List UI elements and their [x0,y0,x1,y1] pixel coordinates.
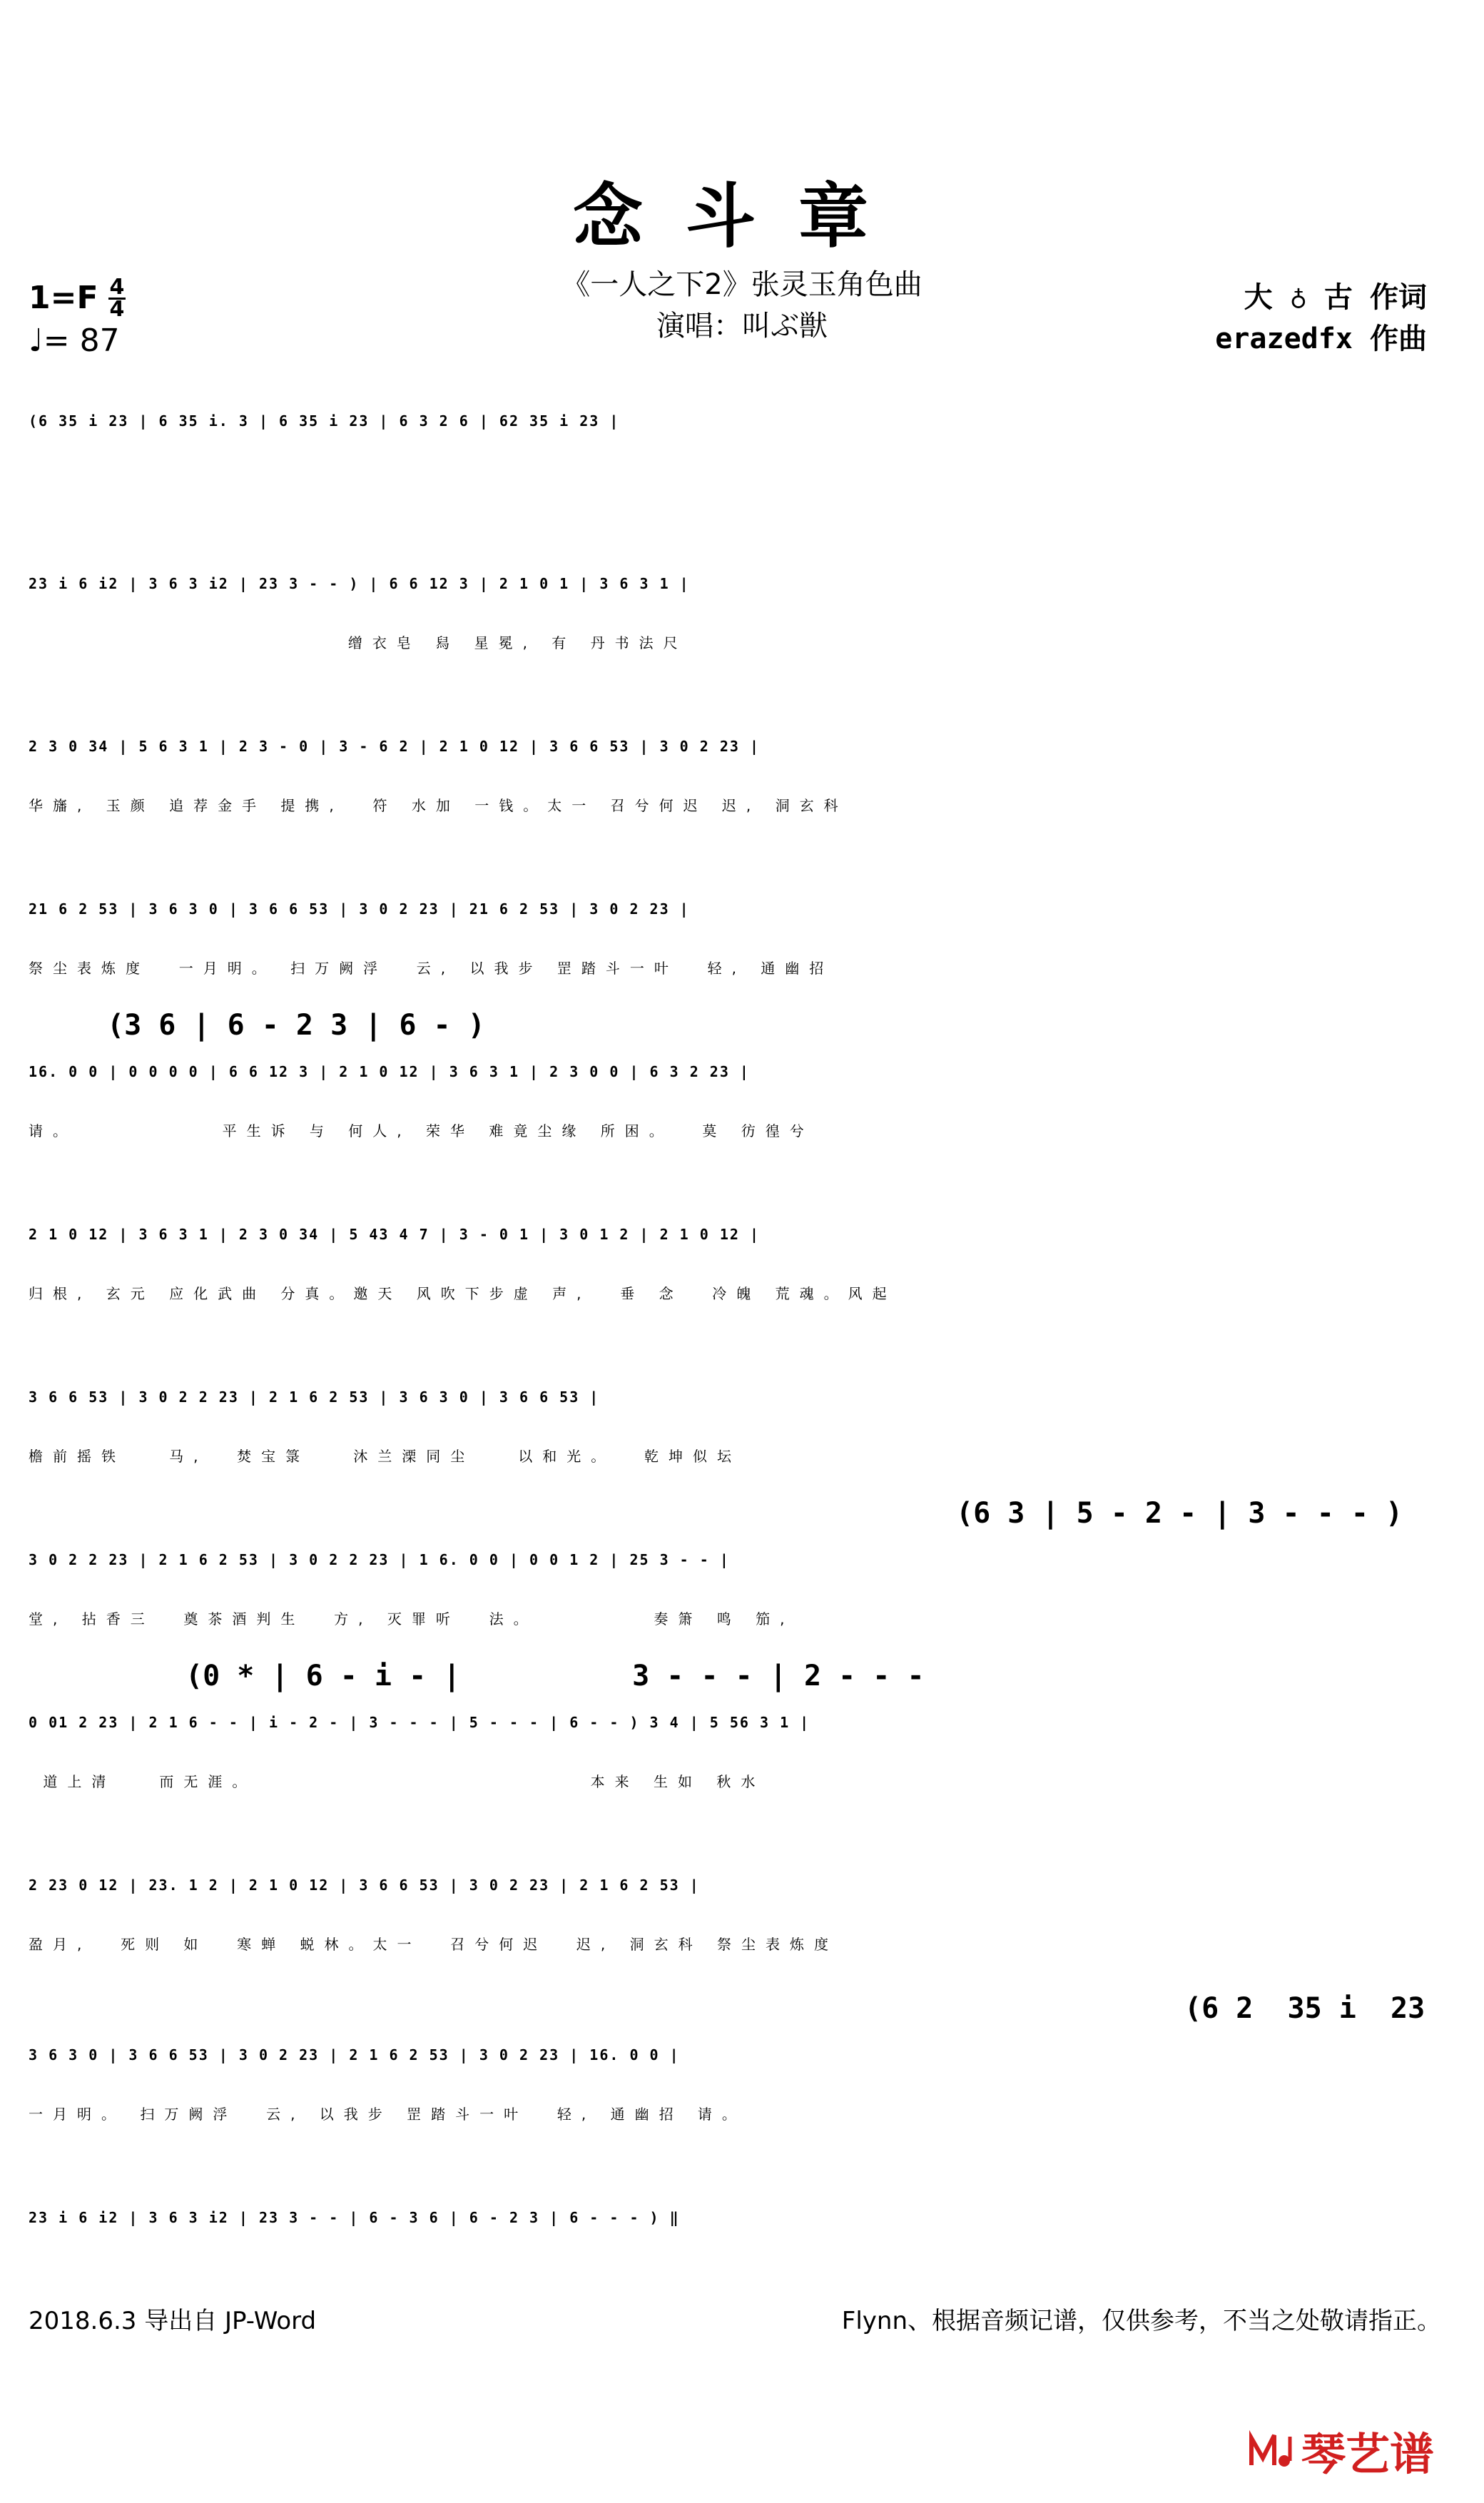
lyrics-line: 堂, 拈香三 奠茶酒判生 方, 灭罪听 法。 奏箫 鸣 笳, [29,1610,795,1628]
notation-line: 3 6 6 53 | 3 0 2 2 23 | 2 1 6 2 53 | 3 6 3 0 | 3 6 6 53 | [29,1388,600,1406]
notation-line: 16. 0 0 | 0 0 0 0 | 6 6 12 3 | 2 1 0 12 | 3 6 3 1 | 2 3 0 0 | 6 3 2 23 | [29,1063,750,1080]
key-label: 1=F [29,280,98,316]
lyrics-line: 道上清 而无涯。 本来 生如 秋水 [29,1773,766,1790]
lyrics-line: 祭尘表炼度 一月明。 扫万阙浮 云, 以我步 罡踏斗一叶 轻, 通幽招 [29,960,834,977]
lyrics-line: 归根, 玄元 应化武曲 分真。邀天 风吹下步虚 声, 垂 念 冷魄 荒魂。风起 [29,1285,897,1302]
score-system [29,1992,1463,2136]
lyrics-line: 一月明。 扫万阙浮 云, 以我步 罡踏斗一叶 轻, 通幽招 请。 [29,2106,746,2123]
upper-staff-line: (3 6 | 6 - 2 3 | 6 - ) [107,1009,485,1042]
upper-staff-line: (0 * | 6 - i - | 3 - - - | 2 - - - [186,1660,925,1692]
time-signature [108,274,126,322]
logo-text: 琴艺谱 [1301,2428,1434,2480]
score-system [29,1009,1463,1152]
score-system [29,1660,1463,1803]
score-system [29,1497,1463,1640]
score-system [29,721,1463,827]
time-bottom: 4 [109,296,125,322]
composer: erazedfx 作曲 [1215,323,1427,355]
notation-line: 2 1 0 12 | 3 6 3 1 | 2 3 0 34 | 5 43 4 7 | 3 - 0 1 | 3 0 1 2 | 2 1 0 12 | [29,1226,760,1243]
site-logo [1246,2419,1434,2482]
key-tempo-block [29,274,126,362]
notation-line: 3 0 2 2 23 | 2 1 6 2 53 | 3 0 2 2 23 | 1 6. 0 0 | 0 0 1 2 | 25 3 - - | [29,1551,730,1568]
lyricist: 大 ♁ 古 作词 [1244,281,1427,314]
key-signature [29,274,126,322]
upper-staff-line: (6 3 | 5 - 2 - | 3 - - - ) [956,1497,1403,1530]
score-system [29,1860,1463,1966]
score-system [29,396,1463,502]
singer: 演唱：叫ぶ獣 [656,310,828,342]
notation-line: 23 i 6 i2 | 3 6 3 i2 | 23 3 - - | 6 - 3 6 | 6 - 2 3 | 6 - - - ) ‖ [29,2209,680,2226]
score-system [29,1372,1463,1478]
footer-transcriber-note: Flynn、根据音频记谱，仅供参考，不当之处敬请指正。 [841,2307,1441,2335]
notation-line: 21 6 2 53 | 3 6 3 0 | 3 6 6 53 | 3 0 2 23 | 21 6 2 53 | 3 0 2 23 | [29,900,690,918]
lyrics-line: 华旛, 玉颜 追荐金手 提携, 符 水加 一钱。太一 召兮何迟 迟, 洞玄科 [29,797,848,814]
notation-line: 0 01 2 23 | 2 1 6 - - | i - 2 - | 3 - - - | 5 - - - | 6 - - ) 3 4 | 5 56 3 1 | [29,1714,810,1731]
lyrics-line: 檐前摇铁 马, 焚宝箓 沐兰溧同尘 以和光。 乾坤似坛 [29,1448,742,1465]
score-system [29,1209,1463,1315]
score-system [29,2193,1463,2298]
lyrics-line [29,2255,1463,2298]
lyrics-line: 请。 平生诉 与 何人, 荣华 难竟尘缘 所困。 莫 彷徨兮 [29,1122,814,1139]
notation-line: 23 i 6 i2 | 3 6 3 i2 | 23 3 - - ) | 6 6 12 3 | 2 1 0 1 | 3 6 3 1 | [29,575,690,592]
notation-line: (6 35 i 23 | 6 35 i. 3 | 6 35 i 23 | 6 3 2 6 | 62 35 i 23 | [29,412,620,430]
subtitle: 《一人之下2》张灵玉角色曲 [561,268,923,301]
time-top: 4 [109,274,125,300]
notation-line: 2 3 0 34 | 5 6 3 1 | 2 3 - 0 | 3 - 6 2 | 2 1 0 12 | 3 6 6 53 | 3 0 2 23 | [29,738,760,755]
notation-line: 2 23 0 12 | 23. 1 2 | 2 1 0 12 | 3 6 6 53 | 3 0 2 23 | 2 1 6 2 53 | [29,1877,700,1894]
score-system [29,559,1463,664]
tempo-mark: ♩= 87 [29,323,120,359]
upper-staff-line: (6 2 35 i 23 [1184,1992,1425,2025]
lyrics-line: 缯衣皂 舄 星冕, 有 丹书法尺 [29,634,688,651]
lyrics-line: 盈月, 死则 如 寒蝉 蜕林。太一 召兮何迟 迟, 洞玄科 祭尘表炼度 [29,1936,839,1953]
lyrics-line [29,459,1463,502]
music-note-logo-icon [1246,2430,1296,2472]
page-title: 念斗章 [572,176,911,258]
credits [1215,277,1427,360]
score-system [29,884,1463,990]
notation-line: 3 6 3 0 | 3 6 6 53 | 3 0 2 23 | 2 1 6 2 53 | 3 0 2 23 | 16. 0 0 | [29,2046,680,2063]
footer-export-note: 2018.6.3 导出自 JP-Word [29,2307,317,2335]
